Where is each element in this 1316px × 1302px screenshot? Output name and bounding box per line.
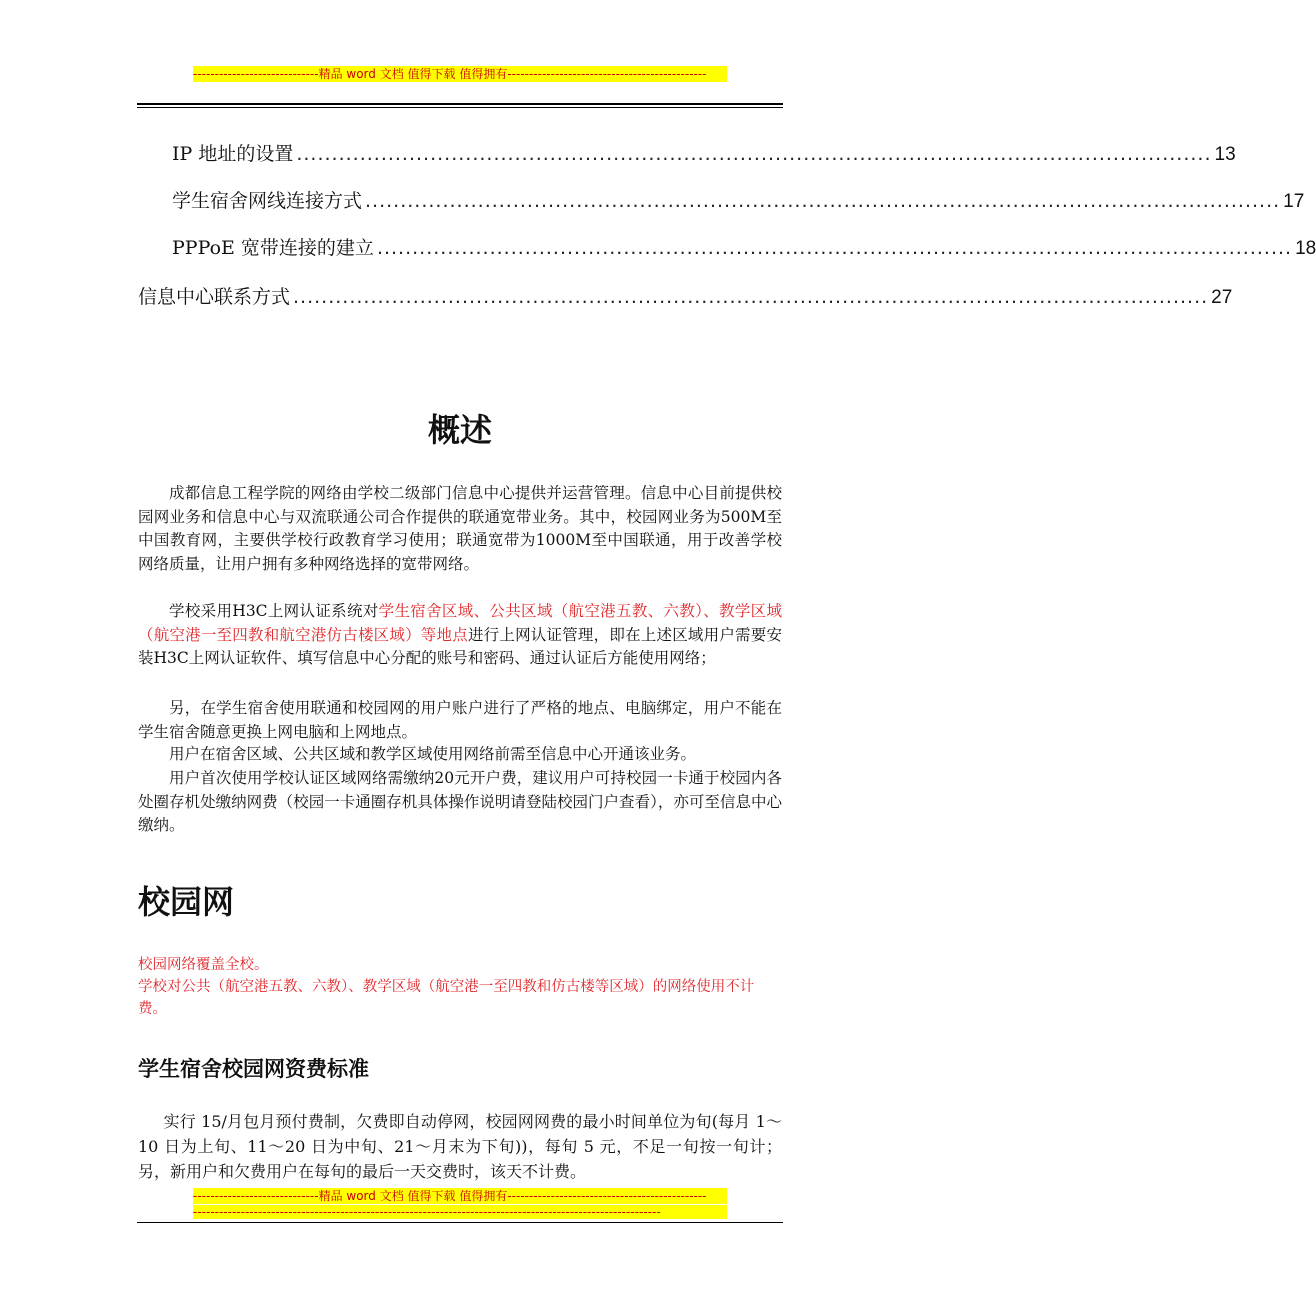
toc-leader: .................................................................................................................................. bbox=[296, 143, 1212, 165]
toc-entry-title: 学生宿舍网线连接方式 bbox=[172, 190, 363, 212]
paragraph-2-highlight: 学生宿舍区域、公共区域（航空港五教、六教）、教学区域（航空港一至四教和航空港仿古楼区域）等地点 bbox=[138, 602, 782, 644]
campus-free-use-note: 学校对公共（航空港五教、六教）、教学区域（航空港一至四教和仿古楼等区域）的网络使用不计费。 bbox=[138, 979, 755, 1017]
toc-entry[interactable] bbox=[172, 235, 1316, 261]
campus-heading: 校园网 bbox=[138, 883, 235, 921]
header-rule-thick bbox=[137, 103, 783, 105]
dorm-fee-paragraph: 实行 15/月包月预付费制，欠费即自动停网，校园网网费的最小时间单位为旬(每月 1～10 日为上旬、11～20 日为中旬、21～月末为下旬))，每旬 5 元，不足一旬按一旬计；另，新用户和欠费用户在每旬的最后一天交费时，该天不计费。 bbox=[138, 1112, 782, 1181]
toc-entry-title: IP 地址的设置 bbox=[172, 143, 294, 165]
toc-entry[interactable] bbox=[172, 188, 1305, 214]
toc-leader: .................................................................................................................................. bbox=[376, 237, 1293, 259]
toc-entry-title: 信息中心联系方式 bbox=[138, 286, 291, 308]
overview-paragraph-2 bbox=[138, 600, 782, 671]
toc-entry-title: PPPoE 宽带连接的建立 bbox=[172, 237, 374, 259]
footer-banner: -----------------------------精品 word 文档 值得下载 值得拥有---------------------------------------------- bbox=[193, 1188, 727, 1204]
dorm-fee-heading: 学生宿舍校园网资费标准 bbox=[138, 1057, 369, 1081]
toc-entry[interactable] bbox=[138, 284, 1233, 310]
overview-paragraph-5: 用户首次使用学校认证区域网络需缴纳20元开户费，建议用户可持校园一卡通于校园内各处圈存机处缴纳网费（校园一卡通圈存机具体操作说明请登陆校园门户查看），亦可至信息中心缴纳。 bbox=[138, 769, 782, 835]
footer-rule bbox=[137, 1222, 783, 1223]
campus-coverage-note: 校园网络覆盖全校。 bbox=[138, 957, 269, 973]
toc-entry[interactable] bbox=[172, 141, 1236, 167]
paragraph-2-lead: 学校采用H3C上网认证系统对 bbox=[169, 602, 379, 620]
paragraph-2-tail: 进行上网认证管理，即在上述区域用户需要安装H3C上网认证软件、填写信息中心分配的账号和密码、通过认证后方能使用网络； bbox=[138, 625, 782, 668]
overview-heading: 概述 bbox=[427, 411, 492, 449]
overview-paragraph-3: 另，在学生宿舍使用联通和校园网的用户账户进行了严格的地点、电脑绑定，用户不能在学生宿舍随意更换上网电脑和上网地点。 bbox=[138, 699, 782, 741]
footer-banner-line: ------------------------------------------------------------------------------------------------------------ bbox=[193, 1205, 727, 1219]
toc-leader: .................................................................................................................................. bbox=[365, 190, 1281, 212]
toc-entry-page: 18 bbox=[1295, 238, 1316, 259]
toc-entry-page: 17 bbox=[1283, 191, 1305, 212]
header-banner: -----------------------------精品 word 文档 值得下载 值得拥有---------------------------------------------- bbox=[193, 66, 727, 82]
toc-entry-page: 13 bbox=[1214, 144, 1236, 165]
overview-paragraph-1: 成都信息工程学院的网络由学校二级部门信息中心提供并运营管理。信息中心目前提供校园网业务和信息中心与双流联通公司合作提供的联通宽带业务。其中，校园网业务为500M至中国教育网，主要供学校行政教育学习使用；联通宽带为1000M至中国联通，用于改善学校网络质量，让用户拥有多种网络选择的宽带网络。 bbox=[138, 484, 782, 573]
toc-entry-page: 27 bbox=[1211, 287, 1233, 308]
overview-paragraph-4: 用户在宿舍区域、公共区域和教学区域使用网络前需至信息中心开通该业务。 bbox=[169, 745, 697, 763]
toc-leader: .................................................................................................................................. bbox=[293, 286, 1209, 308]
header-rule-thin bbox=[137, 107, 783, 108]
